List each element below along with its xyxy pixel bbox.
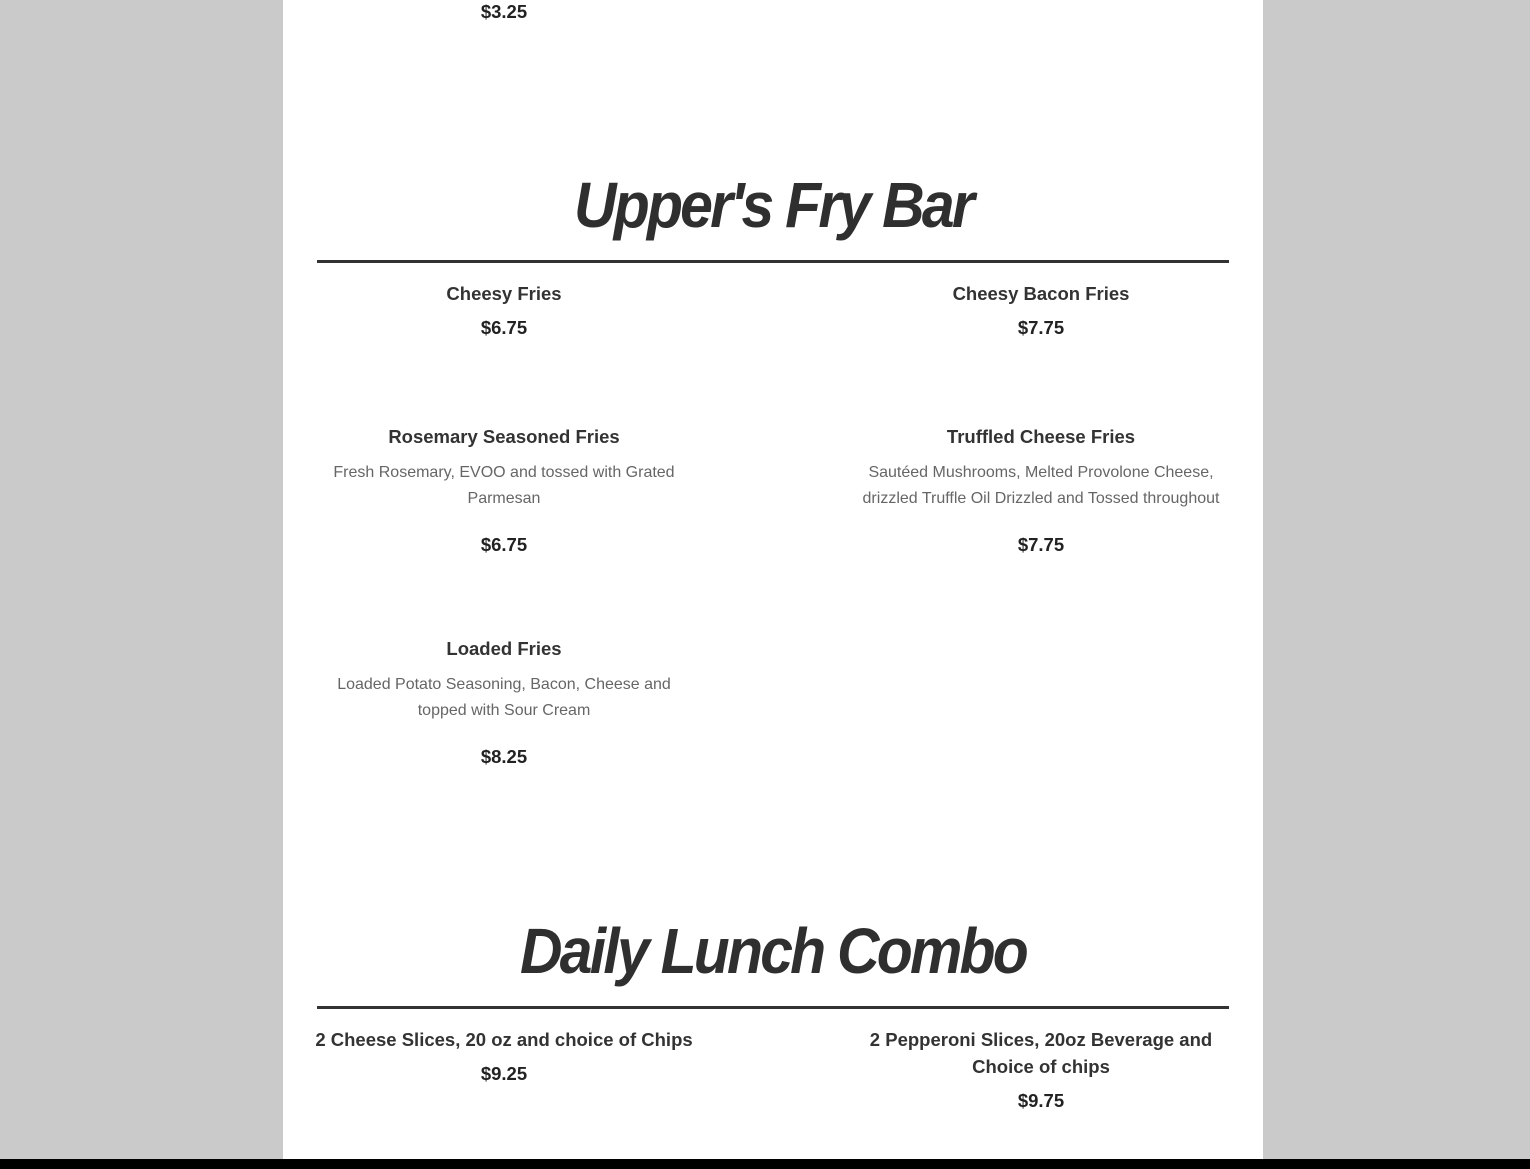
item-price: $7.75 [1017, 534, 1065, 555]
menu-page [283, 0, 1263, 1159]
menu-item-pepperoni-slices-combo [854, 1026, 1228, 1112]
item-name: Cheesy Fries [446, 283, 562, 304]
item-price: $8.25 [480, 746, 528, 767]
item-name: 2 Cheese Slices, 20 oz and choice of Chips [315, 1029, 693, 1050]
item-price: $6.75 [480, 534, 528, 555]
item-description-line-1: Loaded Potato Seasoning, Bacon, Cheese and [337, 676, 671, 693]
item-price: $9.75 [1017, 1090, 1065, 1111]
item-description-line-2: drizzled Truffle Oil Drizzled and Tossed throughout [862, 490, 1220, 507]
item-name-line-2: Choice of chips [972, 1056, 1110, 1077]
item-name-line-1: 2 Pepperoni Slices, 20oz Beverage and [869, 1029, 1213, 1050]
section-title-fry-bar: Upper's Fry Bar [574, 169, 972, 241]
item-description-line-1: Sautéed Mushrooms, Melted Provolone Cheese, [868, 464, 1214, 481]
item-name: Loaded Fries [446, 638, 562, 659]
item-price: $7.75 [1017, 317, 1065, 338]
section-divider [317, 260, 1229, 263]
section-divider [317, 1006, 1229, 1009]
item-name: Truffled Cheese Fries [946, 426, 1136, 447]
menu-item-rosemary-seasoned-fries [317, 423, 691, 556]
item-description-line-1: Fresh Rosemary, EVOO and tossed with Grated [333, 464, 675, 481]
item-price: $6.75 [480, 317, 528, 338]
item-name: Rosemary Seasoned Fries [388, 426, 620, 447]
menu-item-loaded-fries [317, 635, 691, 768]
section-title-lunch-combo: Daily Lunch Combo [520, 915, 1026, 987]
item-description-line-2: topped with Sour Cream [417, 702, 591, 719]
item-price: $9.25 [480, 1063, 528, 1084]
item-name: Cheesy Bacon Fries [952, 283, 1130, 304]
menu-item-cheesy-fries [317, 280, 691, 339]
menu-item-truffled-cheese-fries [854, 423, 1228, 556]
item-price: $3.25 [480, 1, 528, 22]
bottom-bar [0, 1159, 1530, 1169]
item-description-line-2: Parmesan [467, 490, 541, 507]
menu-item-cheesy-bacon-fries [854, 280, 1228, 339]
menu-item-cheese-slices-combo [313, 1026, 695, 1085]
